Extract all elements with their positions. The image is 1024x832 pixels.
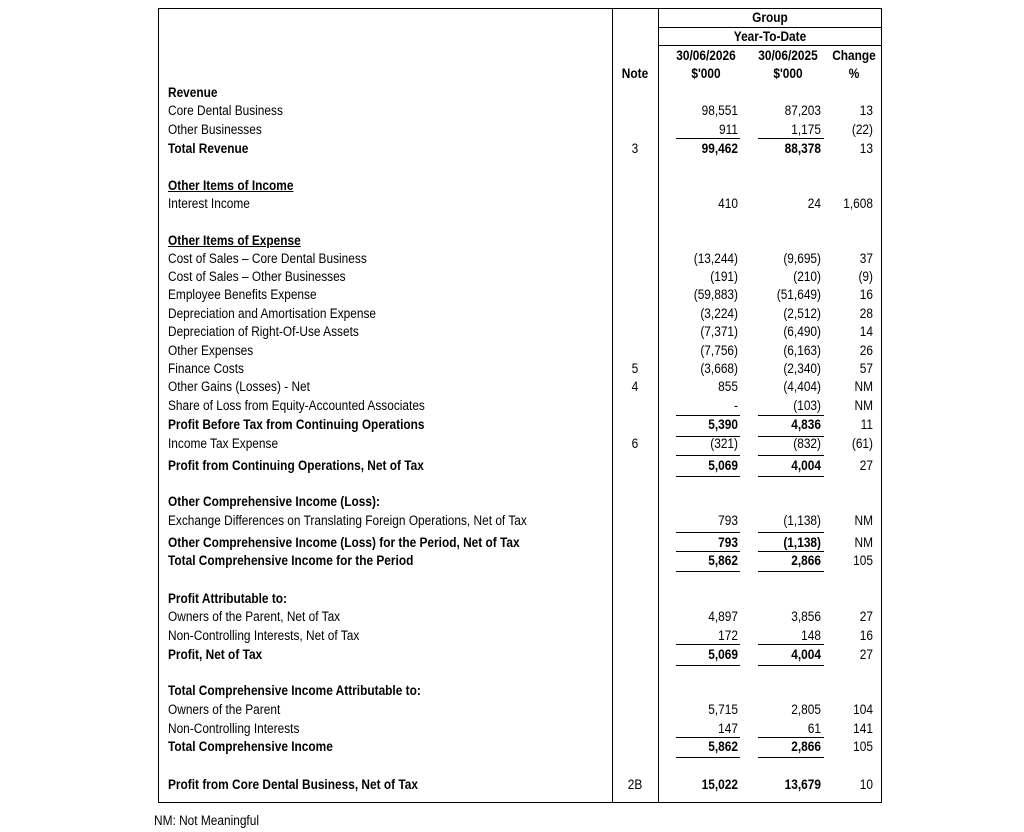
- row-value-2026: 147: [718, 721, 738, 736]
- row-change: 13: [859, 141, 873, 156]
- row-note: 5: [631, 361, 639, 376]
- row-change: 13: [859, 103, 873, 118]
- row-value-2025: (1,138): [783, 513, 821, 528]
- row-value-2025: (103): [793, 398, 821, 413]
- row-value-2025: (832): [793, 436, 821, 451]
- col2-date-header: 30/06/2025: [758, 48, 818, 63]
- row-value-2026: 172: [718, 628, 738, 643]
- row-value-2025: 61: [807, 721, 821, 736]
- row-value-2026: 5,715: [708, 702, 738, 717]
- row-change: (61): [851, 436, 873, 451]
- row-value-2026: 793: [718, 513, 738, 528]
- row-value-2026: (3,668): [700, 361, 738, 376]
- row-change: 28: [859, 306, 873, 321]
- change-unit-header: %: [848, 66, 860, 81]
- subtotal-rule: [676, 436, 740, 437]
- row-value-2025: 4,836: [791, 417, 821, 432]
- row-value-2025: 4,004: [791, 647, 821, 662]
- subtotal-rule: [758, 476, 824, 477]
- row-value-2025: (1,138): [783, 535, 821, 550]
- subtotal-rule: [676, 415, 740, 416]
- row-value-2025: (210): [793, 269, 821, 284]
- row-value-2025: 3,856: [791, 609, 821, 624]
- subtotal-rule: [676, 551, 740, 552]
- row-label: Finance Costs: [168, 361, 244, 376]
- row-label: Owners of the Parent: [168, 702, 281, 717]
- subtotal-rule: [758, 551, 824, 552]
- change-header: Change: [832, 48, 876, 63]
- row-label: Other Businesses: [168, 122, 262, 137]
- row-label: Total Revenue: [168, 141, 249, 156]
- col1-date-header: 30/06/2026: [676, 48, 736, 63]
- row-change: 1,608: [843, 196, 873, 211]
- subtotal-rule: [758, 737, 824, 738]
- row-label: Other Gains (Losses) - Net: [168, 379, 310, 394]
- subtotal-rule: [676, 644, 740, 645]
- row-value-2025: 88,378: [784, 141, 821, 156]
- row-label: Cost of Sales – Other Businesses: [168, 269, 346, 284]
- subtotal-rule: [758, 455, 824, 456]
- row-label: Share of Loss from Equity-Accounted Associates: [168, 398, 425, 413]
- row-value-2026: 911: [719, 122, 738, 137]
- row-change: 26: [859, 343, 873, 358]
- row-value-2025: 1,175: [791, 122, 821, 137]
- subtotal-rule: [758, 757, 824, 758]
- row-label: Total Comprehensive Income for the Period: [168, 553, 414, 568]
- row-label: Other Comprehensive Income (Loss) for the Period, Net of Tax: [168, 535, 520, 550]
- row-change: 16: [859, 287, 873, 302]
- row-change: 57: [859, 361, 873, 376]
- row-change: 105: [853, 553, 873, 568]
- group-header: Group: [752, 10, 788, 25]
- row-change: 37: [859, 251, 873, 266]
- row-change: 141: [853, 721, 873, 736]
- row-value-2026: 855: [718, 379, 738, 394]
- row-value-2026: (13,244): [693, 251, 738, 266]
- row-value-2025: 2,805: [791, 702, 821, 717]
- row-value-2025: 2,866: [791, 553, 821, 568]
- subtotal-rule: [676, 476, 740, 477]
- row-value-2026: 99,462: [701, 141, 738, 156]
- row-label: Interest Income: [168, 196, 250, 211]
- row-value-2026: 5,862: [708, 553, 738, 568]
- subtotal-rule: [676, 757, 740, 758]
- row-note: 6: [631, 436, 639, 451]
- row-label: Exchange Differences on Translating Foreign Operations, Net of Tax: [168, 513, 527, 528]
- row-change: 27: [859, 458, 873, 473]
- row-value-2026: (3,224): [700, 306, 738, 321]
- row-label: Profit from Core Dental Business, Net of Tax: [168, 777, 418, 792]
- row-change: NM: [854, 513, 873, 528]
- row-change: 27: [859, 609, 873, 624]
- subtotal-rule: [758, 571, 824, 572]
- row-change: 16: [859, 628, 873, 643]
- row-value-2025: (9,695): [783, 251, 821, 266]
- row-value-2026: 4,897: [708, 609, 738, 624]
- row-note: 4: [631, 379, 639, 394]
- row-value-2026: 15,022: [701, 777, 738, 792]
- row-label: Income Tax Expense: [168, 436, 279, 451]
- subtotal-rule: [676, 737, 740, 738]
- row-value-2026: (7,371): [700, 324, 738, 339]
- row-value-2025: 2,866: [791, 739, 821, 754]
- row-note: 3: [631, 141, 639, 156]
- row-change: (22): [851, 122, 873, 137]
- subtotal-rule: [676, 532, 740, 533]
- row-value-2026: 793: [718, 535, 738, 550]
- row-change: NM: [854, 535, 873, 550]
- row-value-2026: 5,862: [708, 739, 738, 754]
- row-label: Employee Benefits Expense: [168, 287, 317, 302]
- col2-unit-header: $'000: [773, 66, 803, 81]
- row-value-2026: 5,390: [708, 417, 738, 432]
- subtotal-rule: [758, 436, 824, 437]
- row-value-2025: 148: [801, 628, 821, 643]
- row-value-2025: 87,203: [784, 103, 821, 118]
- row-label: Non-Controlling Interests: [168, 721, 300, 736]
- row-value-2025: (6,490): [783, 324, 821, 339]
- subtotal-rule: [758, 644, 824, 645]
- row-label: Non-Controlling Interests, Net of Tax: [168, 628, 360, 643]
- row-value-2025: (51,649): [776, 287, 821, 302]
- row-label: Profit from Continuing Operations, Net of Tax: [168, 458, 424, 473]
- row-value-2026: 5,069: [708, 647, 738, 662]
- row-label: Profit Before Tax from Continuing Operations: [168, 417, 425, 432]
- subtotal-rule: [758, 532, 824, 533]
- subtotal-rule: [758, 665, 824, 666]
- row-change: NM: [854, 398, 873, 413]
- row-value-2026: (59,883): [693, 287, 738, 302]
- footnote: NM: Not Meaningful: [154, 813, 259, 828]
- row-label: Owners of the Parent, Net of Tax: [168, 609, 341, 624]
- ytd-header: Year-To-Date: [733, 29, 807, 44]
- row-value-2025: (2,340): [783, 361, 821, 376]
- row-value-2025: 24: [807, 196, 821, 211]
- row-value-2026: 98,551: [701, 103, 738, 118]
- row-value-2025: 4,004: [791, 458, 821, 473]
- row-label: Other Items of Income: [168, 178, 294, 193]
- ytd-header-rule: [658, 45, 882, 46]
- subtotal-rule: [676, 455, 740, 456]
- row-label: Profit Attributable to:: [168, 591, 288, 606]
- subtotal-rule: [758, 415, 824, 416]
- row-value-2026: -: [734, 398, 738, 413]
- note-column-left-border: [612, 8, 613, 803]
- row-change: 104: [853, 702, 873, 717]
- row-value-2026: (7,756): [700, 343, 738, 358]
- row-label: Other Items of Expense: [168, 233, 301, 248]
- row-label: Total Comprehensive Income Attributable to:: [168, 683, 421, 698]
- row-value-2026: 410: [718, 196, 738, 211]
- row-label: Other Expenses: [168, 343, 254, 358]
- row-value-2025: (6,163): [783, 343, 821, 358]
- row-label: Profit, Net of Tax: [168, 647, 263, 662]
- row-label: Cost of Sales – Core Dental Business: [168, 251, 367, 266]
- row-value-2025: 13,679: [784, 777, 821, 792]
- row-note: 2B: [627, 777, 643, 792]
- row-change: NM: [854, 379, 873, 394]
- row-label: Other Comprehensive Income (Loss):: [168, 494, 380, 509]
- row-change: 10: [859, 777, 873, 792]
- row-value-2025: (2,512): [783, 306, 821, 321]
- row-change: 105: [853, 739, 873, 754]
- row-label: Core Dental Business: [168, 103, 283, 118]
- row-value-2026: 5,069: [708, 458, 738, 473]
- subtotal-rule: [676, 571, 740, 572]
- row-change: (9): [858, 269, 873, 284]
- row-value-2026: (321): [710, 436, 738, 451]
- note-header: Note: [621, 66, 649, 81]
- subtotal-rule: [758, 138, 824, 139]
- row-label: Depreciation and Amortisation Expense: [168, 306, 377, 321]
- row-value-2026: (191): [710, 269, 738, 284]
- col1-unit-header: $'000: [691, 66, 721, 81]
- row-change: 14: [859, 324, 873, 339]
- row-change: 11: [860, 417, 873, 432]
- row-label: Revenue: [168, 85, 218, 100]
- row-label: Depreciation of Right-Of-Use Assets: [168, 324, 359, 339]
- row-label: Total Comprehensive Income: [168, 739, 333, 754]
- row-value-2025: (4,404): [783, 379, 821, 394]
- subtotal-rule: [676, 138, 740, 139]
- row-change: 27: [859, 647, 873, 662]
- subtotal-rule: [676, 665, 740, 666]
